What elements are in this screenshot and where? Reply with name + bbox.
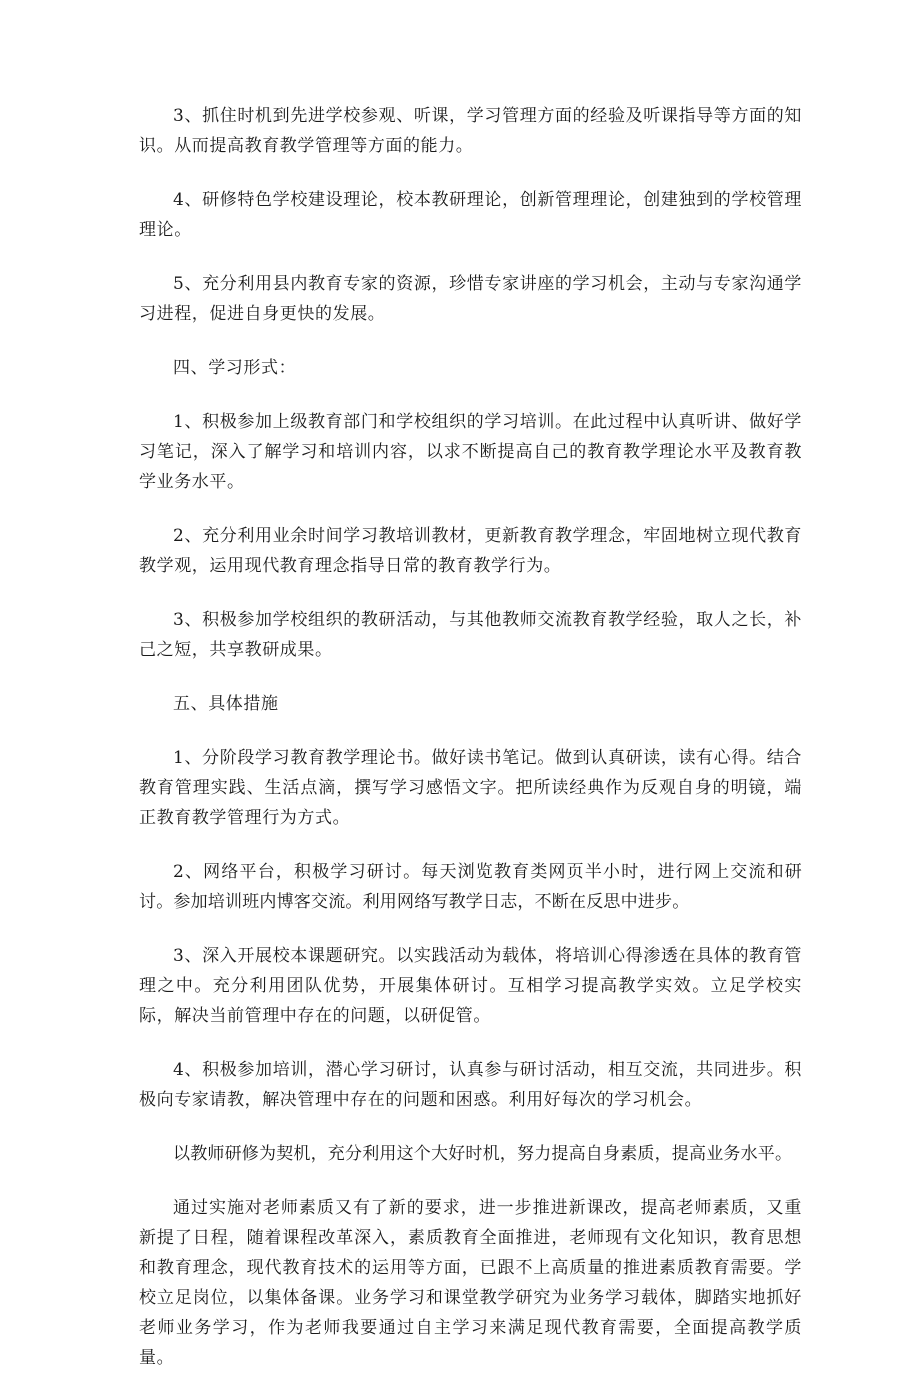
paragraph-item-4: 4、研修特色学校建设理论，校本教研理论，创新管理理论，创建独到的学校管理理论。 — [139, 190, 802, 240]
section-heading-learning-forms: 四、学习形式： — [173, 358, 297, 378]
section-heading-measures: 五、具体措施 — [173, 694, 279, 714]
learning-form-item-2: 2、充分利用业余时间学习教培训教材，更新教育教学理念，牢固地树立现代教育教学观，运用现代教育理念指导日常的教育教学行为。 — [139, 526, 802, 576]
measure-item-1: 1、分阶段学习教育教学理论书。做好读书笔记。做到认真研读，读有心得。结合教育管理实践、生活点滴，撰写学习感悟文字。把所读经典作为反观自身的明镜，端正教育教学管理行为方式。 — [139, 748, 802, 828]
closing-line: 以教师研修为契机，充分利用这个大好时机，努力提高自身素质，提高业务水平。 — [173, 1144, 793, 1164]
learning-form-item-3: 3、积极参加学校组织的教研活动，与其他教师交流教育教学经验，取人之长，补己之短，共享教研成果。 — [139, 610, 802, 660]
measure-item-4: 4、积极参加培训，潜心学习研讨，认真参与研讨活动，相互交流，共同进步。积极向专家请教，解决管理中存在的问题和困惑。利用好每次的学习机会。 — [139, 1060, 802, 1110]
learning-form-item-1: 1、积极参加上级教育部门和学校组织的学习培训。在此过程中认真听讲、做好学习笔记，深入了解学习和培训内容，以求不断提高自己的教育教学理论水平及教育教学业务水平。 — [139, 412, 802, 492]
final-paragraph: 通过实施对老师素质又有了新的要求，进一步推进新课改，提高老师素质，又重新提了日程，随着课程改革深入，素质教育全面推进，老师现有文化知识，教育思想和教育理念，现代教育技术的运用等方面，已跟不上高质量的推进素质教育需要。学校立足岗位，以集体备课。业务学习和课堂教学研究为业务学习载体，脚踏实地抓好老师业务学习，作为老师我要通过自主学习来满足现代教育需要，全面提高教学质量。 — [139, 1198, 802, 1368]
measure-item-3: 3、深入开展校本课题研究。以实践活动为载体，将培训心得渗透在具体的教育管理之中。充分利用团队优势，开展集体研讨。互相学习提高教学实效。立足学校实际，解决当前管理中存在的问题，以研促管。 — [139, 946, 802, 1026]
paragraph-item-5: 5、充分利用县内教育专家的资源，珍惜专家讲座的学习机会，主动与专家沟通学习进程，促进自身更快的发展。 — [139, 274, 802, 324]
paragraph-item-3: 3、抓住时机到先进学校参观、听课，学习管理方面的经验及听课指导等方面的知识。从而提高教育教学管理等方面的能力。 — [139, 106, 802, 156]
measure-item-2: 2、网络平台，积极学习研讨。每天浏览教育类网页半小时，进行网上交流和研讨。参加培训班内博客交流。利用网络写教学日志，不断在反思中进步。 — [139, 862, 802, 912]
